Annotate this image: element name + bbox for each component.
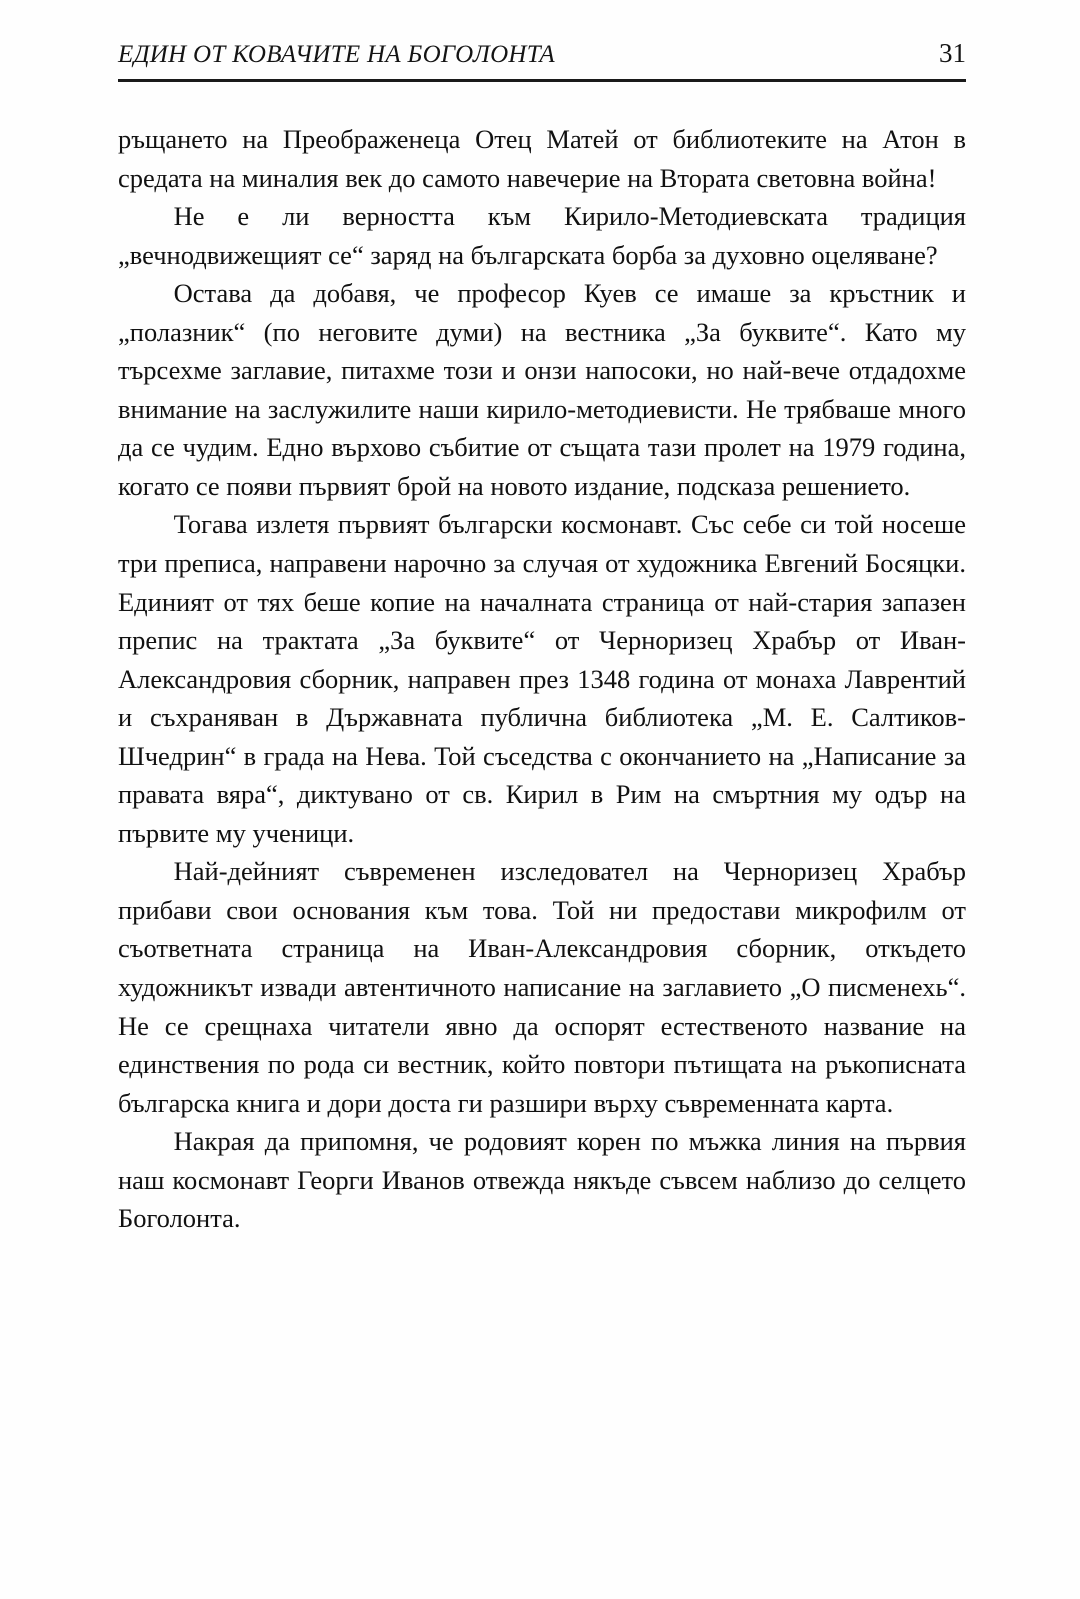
paragraph: Остава да добавя, че професор Куев се имаше за кръстник и „полазник“ (по неговите думи) на вестника „За буквите“. Като му търсехме заглавие, питахме този и онзи напосоки, но най-вече отдадохме внимание на заслужилите наши кирило-методиевисти. Не трябваше много да се чудим. Едно върхово събитие от същата тази пролет на 1979 година, когато се появи първият брой на новото издание, подсказа решението. (118, 278, 966, 501)
paragraph: Накрая да припомня, че родовият корен по мъжка линия на първия наш космонавт Георги Иванов отвежда някъде съвсем наблизо до селцето Боголонта. (118, 1126, 966, 1234)
paragraph: ръщането на Преображенеца Отец Матей от библиотеките на Атон в средата на миналия век до самото навечерие на Втората световна война! (118, 124, 966, 193)
running-head (118, 38, 966, 79)
body-text (118, 120, 966, 1238)
page-content (118, 38, 966, 1238)
paragraph: Тогава излетя първият български космонавт. Със себе си той носеше три преписа, направени нарочно за случая от художника Евгений Босяцки. Единият от тях беше копие на началната страница от най-стария запазен препис на трактата „За буквите“ от Черноризец Храбър от Иван-Александровия сборник, направен през 1348 година от монаха Лаврентий и съхраняван в Държавната публична библиотека „М. Е. Салтиков-Шчедрин“ в града на Нева. Той съседства с окончанието на „Написание за правата вяра“, диктувано от св. Кирил в Рим на смъртния му одър на първите му ученици. (118, 509, 966, 848)
header-divider (118, 79, 966, 82)
paragraph: Най-дейният съвременен изследовател на Черноризец Храбър прибави свои основания към това. Той ни предостави микрофилм от съответната страница на Иван-Александровия сборник, откъдето художникът извади автентичното написание на заглавието „О писменехь“. Не се срещнаха читатели явно да оспорят естественото название на единствения по рода си вестник, който повтори пътищата на ръкописната българска книга и дори доста ги разшири върху съвременната карта. (118, 856, 966, 1118)
running-head-title: ЕДИН ОТ КОВАЧИТЕ НА БОГОЛОНТА (118, 41, 555, 68)
paragraph: Не е ли верността към Кирило-Методиевската традиция „вечнодвижещият се“ заряд на българската борба за духовно оцеляване? (118, 201, 966, 270)
page-number: 31 (939, 38, 966, 68)
